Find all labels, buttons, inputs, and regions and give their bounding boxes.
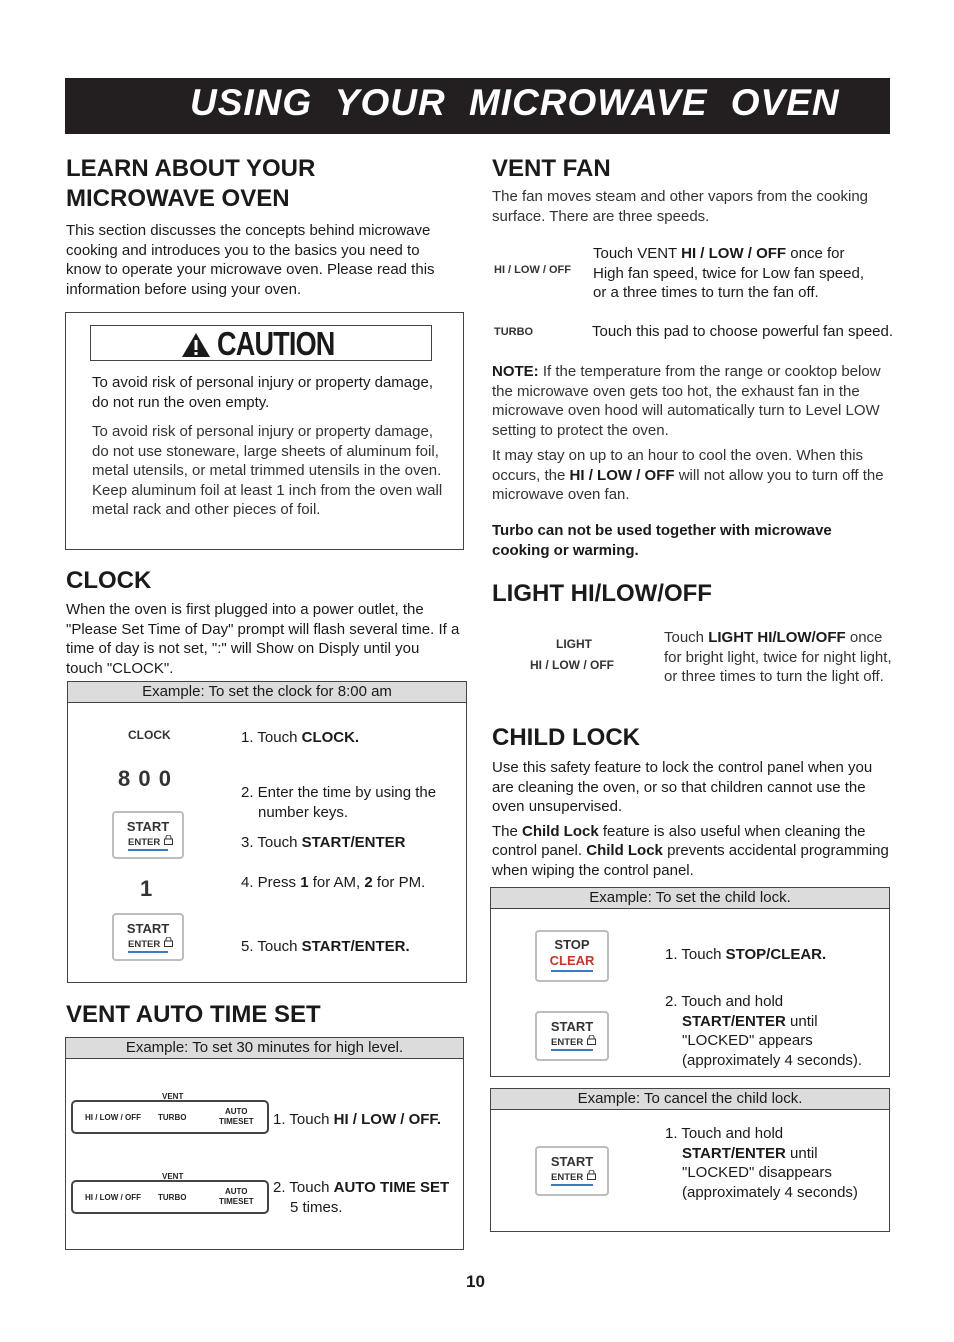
- clock-step-1: 1. Touch CLOCK.: [241, 729, 360, 746]
- clock-step-3: 3. Touch START/ENTER: [241, 834, 406, 851]
- turbo-pad[interactable]: TURBO: [158, 1193, 187, 1202]
- vent-fan-note: NOTE: If the temperature from the range or cooktop below the microwave oven gets too hot, the exhaust fan in the microwave oven hood will automatically turn to Level LOW setting to protect the oven.: [492, 363, 881, 439]
- child-lock-set-header: Example: To set the child lock.: [491, 888, 889, 909]
- clock-example-box: [67, 681, 467, 983]
- light-pad-label-2: HI / LOW / OFF: [530, 658, 614, 672]
- vent-auto-example-header: Example: To set 30 minutes for high level.: [66, 1038, 463, 1059]
- clock-display: 8 0 0: [118, 766, 172, 791]
- turbo-pad-label: TURBO: [494, 326, 534, 338]
- lock-icon: [164, 835, 173, 845]
- child-lock-heading: CHILD LOCK: [492, 724, 640, 751]
- clock-step-4: 4. Press 1 for AM, 2 for PM.: [241, 874, 426, 891]
- lock-icon: [587, 1170, 596, 1180]
- caution-para-1: To avoid risk of personal injury or property damage, do not run the oven empty.: [92, 374, 434, 411]
- turbo-warning: Turbo can not be used together with microwave cooking or warming.: [492, 522, 832, 559]
- hi-low-off-pad[interactable]: HI / LOW / OFF: [85, 1113, 141, 1122]
- vent-auto-step-1: 1. Touch HI / LOW / OFF.: [273, 1111, 442, 1128]
- vent-control-strip[interactable]: VENT HI / LOW / OFF TURBO AUTO TIMESET: [71, 1180, 269, 1214]
- light-pad-label-1: LIGHT: [556, 637, 592, 651]
- learn-body: This section discusses the concepts behind microwave cooking and introduces you to the basics you need to know to operate your microwave oven. Please read this information before using your oven.: [66, 222, 435, 298]
- hi-low-off-description: Touch VENT HI / LOW / OFF once for High fan speed, twice for Low fan speed, or a three times to turn the fan off.: [593, 245, 864, 302]
- vent-auto-example-box: [65, 1037, 464, 1250]
- child-lock-body-2: The Child Lock feature is also useful when cleaning the control panel. Child Lock prevents accidental programming when wiping the control panel.: [492, 822, 889, 879]
- child-lock-cancel-box: [490, 1088, 890, 1232]
- vent-control-strip[interactable]: VENT HI / LOW / OFF TURBO AUTO TIMESET: [71, 1100, 269, 1134]
- vent-fan-section: [492, 154, 892, 226]
- clock-pad-label: CLOCK: [128, 728, 171, 742]
- clock-step-2: 2. Enter the time by using the number keys.: [241, 784, 437, 821]
- vent-fan-heading: VENT FAN: [492, 155, 611, 182]
- vent-fan-body: The fan moves steam and other vapors from the cooking surface. There are three speeds.: [492, 188, 869, 225]
- clock-digit: 1: [140, 876, 153, 901]
- child-lock-set-step-1: 1. Touch STOP/CLEAR.: [665, 946, 827, 963]
- auto-time-set-pad[interactable]: AUTO: [225, 1187, 248, 1196]
- page-number: 10: [466, 1272, 485, 1291]
- child-lock-body: Use this safety feature to lock the control panel when you are cleaning the oven, or so that children cannot use the oven unsupervised.: [492, 759, 873, 816]
- clock-example-header: Example: To set the clock for 8:00 am: [68, 682, 466, 703]
- start-enter-button[interactable]: START ENTER: [112, 913, 184, 961]
- light-description: Touch LIGHT HI/LOW/OFF once for bright light, twice for night light, or three times to turn the light off.: [664, 629, 892, 686]
- lock-icon: [587, 1035, 596, 1045]
- hi-low-off-pad-label: HI / LOW / OFF: [494, 264, 571, 276]
- turbo-description: Touch this pad to choose powerful fan speed.: [592, 323, 894, 340]
- caution-label: CAUTION: [217, 325, 335, 362]
- start-enter-button[interactable]: START ENTER: [112, 811, 184, 859]
- child-lock-set-box: [490, 887, 890, 1077]
- caution-box: [65, 312, 464, 550]
- clock-step-5: 5. Touch START/ENTER.: [241, 938, 410, 955]
- clock-section: [66, 566, 460, 678]
- warning-triangle-icon: [181, 332, 211, 358]
- vent-auto-heading: VENT AUTO TIME SET: [66, 1001, 321, 1028]
- lock-icon: [164, 937, 173, 947]
- child-lock-cancel-header: Example: To cancel the child lock.: [491, 1089, 889, 1110]
- child-lock-cancel-step-1: 1. Touch and hold START/ENTER until "LOCKED" disappears (approximately 4 seconds): [665, 1125, 858, 1201]
- learn-heading: LEARN ABOUT YOUR MICROWAVE OVEN: [66, 155, 316, 212]
- hi-low-off-pad[interactable]: HI / LOW / OFF: [85, 1193, 141, 1202]
- caution-para-2: To avoid risk of personal injury or property damage, do not use stoneware, large sheets of aluminum foil, metal utensils, or metal trimmed utensils in the oven. Keep aluminum foil at least 1 inch from the oven wall metal rack and other pieces of foil.: [92, 423, 443, 519]
- child-lock-section: [492, 723, 892, 881]
- start-enter-button[interactable]: START ENTER: [535, 1011, 609, 1061]
- title-banner: [65, 78, 890, 134]
- auto-time-set-pad[interactable]: AUTO: [225, 1107, 248, 1116]
- vent-fan-note-2: It may stay on up to an hour to cool the oven. When this occurs, the HI / LOW / OFF will not allow you to turn off the microwave oven fan.: [492, 447, 884, 504]
- caution-label-frame: [90, 325, 432, 361]
- page-title: USING YOUR MICROWAVE OVEN: [190, 82, 840, 123]
- vent-auto-step-2: 2. Touch AUTO TIME SET 5 times.: [273, 1179, 450, 1216]
- start-enter-button[interactable]: START ENTER: [535, 1146, 609, 1196]
- learn-section: [66, 154, 456, 299]
- light-heading: LIGHT HI/LOW/OFF: [492, 580, 712, 607]
- stop-clear-button[interactable]: STOP CLEAR: [535, 930, 609, 982]
- child-lock-set-step-2: 2. Touch and hold START/ENTER until "LOCKED" appears (approximately 4 seconds).: [665, 993, 863, 1069]
- turbo-pad[interactable]: TURBO: [158, 1113, 187, 1122]
- clock-heading: CLOCK: [66, 567, 152, 594]
- clock-body: When the oven is first plugged into a power outlet, the "Please Set Time of Day" prompt will flash several time. If a time of day is not set, ":" will Show on Disply until you touch "CLOCK".: [66, 601, 460, 677]
